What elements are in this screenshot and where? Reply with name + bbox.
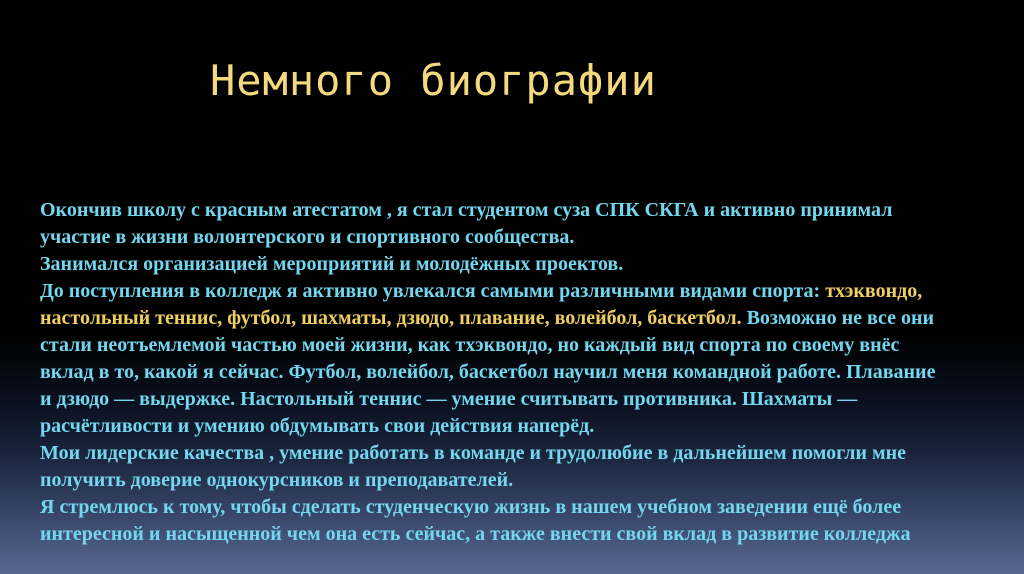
- paragraph: [40, 278, 948, 440]
- text-segment: Я стремлюсь к тому, чтобы сделать студенческую жизнь в нашем учебном заведении ещё более интересной и насыщенной чем она есть сейчас, а также внести свой вклад в развитие колледжа: [40, 496, 911, 545]
- paragraph: [40, 251, 948, 278]
- text-segment: Возможно не все они стали неотъемлемой частью моей жизни, как тхэквондо, но каждый вид спорта по своему внёс вклад в то, какой я сейчас. Футбол, волейбол, баскетбол научил меня командной работе. Плавание и дзюдо — выдержке. Настольный теннис — умение считывать противника. Шахматы — расчётливости и умению обдумывать свои действия наперёд.: [40, 307, 936, 437]
- paragraph: [40, 440, 948, 494]
- text-segment: Мои лидерские качества , умение работать в команде и трудолюбие в дальнейшем помогли мне получить доверие однокурсников и преподавателей.: [40, 442, 906, 491]
- text-segment: Занимался организацией мероприятий и молодёжных проектов.: [40, 253, 624, 275]
- paragraph: [40, 494, 948, 548]
- slide-title: Немного биографии: [210, 56, 657, 105]
- biography-text-block: [40, 197, 948, 548]
- text-segment: До поступления в колледж я активно увлекался самыми различными видами спорта:: [40, 280, 826, 302]
- highlighted-text-segment: тхэквондо, настольный теннис, футбол, шахматы, дзюдо, плавание, волейбол, баскетбол.: [40, 280, 923, 329]
- text-segment: Окончив школу с красным атестатом , я стал студентом суза СПК СКГА и активно принимал участие в жизни волонтерского и спортивного сообщества.: [40, 199, 893, 248]
- paragraph: [40, 197, 948, 251]
